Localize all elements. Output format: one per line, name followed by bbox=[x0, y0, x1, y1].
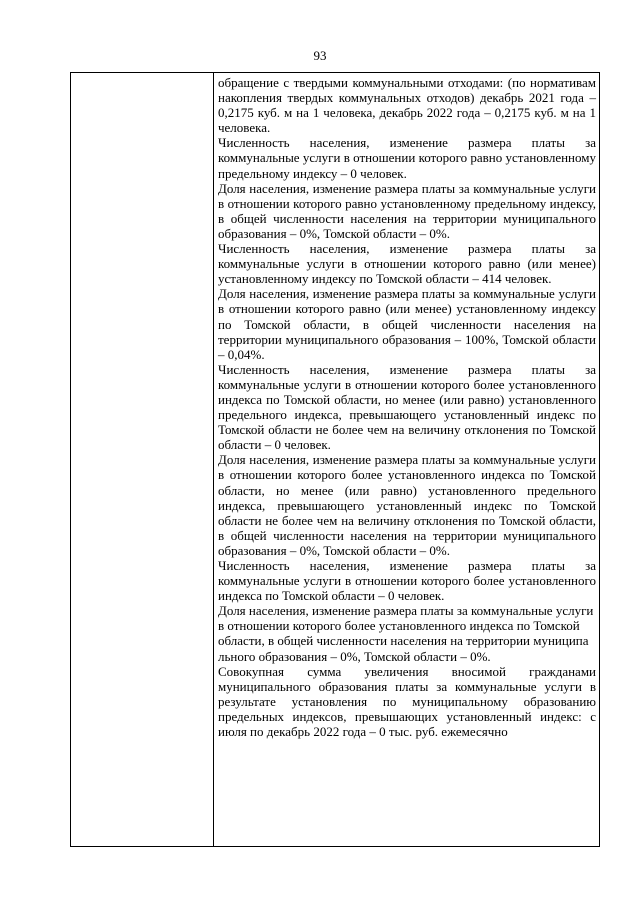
paragraph-share-above-index: Доля населения, изменение размера платы за коммунальные услуги в отношении которого более установленного индекса по Томской области, в общей численности населения на территории муниципа bbox=[218, 603, 594, 649]
paragraph-share-within-deviation: Доля населения, изменение размера платы за коммунальные услуги в отношении которого более установленного индекса по Томской области, но менее (или равно) установленного предельного индекса, превышающего установленный индекс по Томской области не более чем на величину отклонения по Томской области, в общей численности населения на территории муниципального образования – 0%, Томской области – 0%. bbox=[218, 452, 596, 558]
paragraph-population-below-index: Численность населения, изменение размера платы за коммунальные услуги в отношении которого равно (или менее) установленному индексу по Томской области – 414 человек. bbox=[218, 241, 596, 287]
paragraph-population-within-deviation: Численность населения, изменение размера платы за коммунальные услуги в отношении которого более установленного индекса по Томской области, но менее (или равно) установленного предельного индекса, превышающего установленный индекс по Томской области не более чем на величину отклонения по Томской области – 0 человек. bbox=[218, 361, 596, 453]
paragraph-population-equal-limit: Численность населения, изменение размера платы за коммунальные услуги в отношении которого равно установленному предельному индексу – 0 человек. bbox=[218, 135, 596, 181]
table-row bbox=[71, 73, 600, 847]
paragraph-share-equal-limit: Доля населения, изменение размера платы за коммунальные услуги в отношении которого равно установленному предельному индексу, в общей численности населения на территории муниципального образования – 0%, Томской области – 0%. bbox=[218, 180, 596, 241]
paragraph-share-above-index-continuation: льного образования – 0%, Томской области – 0%. bbox=[218, 648, 491, 664]
right-column-cell bbox=[214, 73, 600, 847]
paragraph-total-payment-increase: Совокупная сумма увеличения вносимой гражданами муниципального образования платы за коммунальные услуги в результате установления по муниципальному образованию предельных индексов, превышающих установленный индекс: с июля по декабрь 2022 года – 0 тыс. руб. ежемесячно bbox=[218, 663, 596, 740]
paragraph-share-below-index: Доля населения, изменение размера платы за коммунальные услуги в отношении которого равно (или менее) установленному индексу по Томской области, в общей численности населения на территории муниципального образования – 100%, Томской области – 0,04%. bbox=[218, 286, 596, 362]
document-table bbox=[70, 72, 600, 847]
page-number: 93 bbox=[313, 48, 327, 63]
paragraph-solid-waste-norms: обращение с твердыми коммунальными отходами: (по нормативам накопления твердых коммунальных отходов) декабрь 2021 года – 0,2175 куб. м на 1 человека, декабрь 2022 года – 0,2175 куб. м на 1 человека. bbox=[218, 75, 596, 136]
paragraph-population-above-index: Численность населения, изменение размера платы за коммунальные услуги в отношении которого более установленного индекса по Томской области – 0 человек. bbox=[218, 558, 596, 604]
left-column-cell bbox=[71, 73, 214, 847]
